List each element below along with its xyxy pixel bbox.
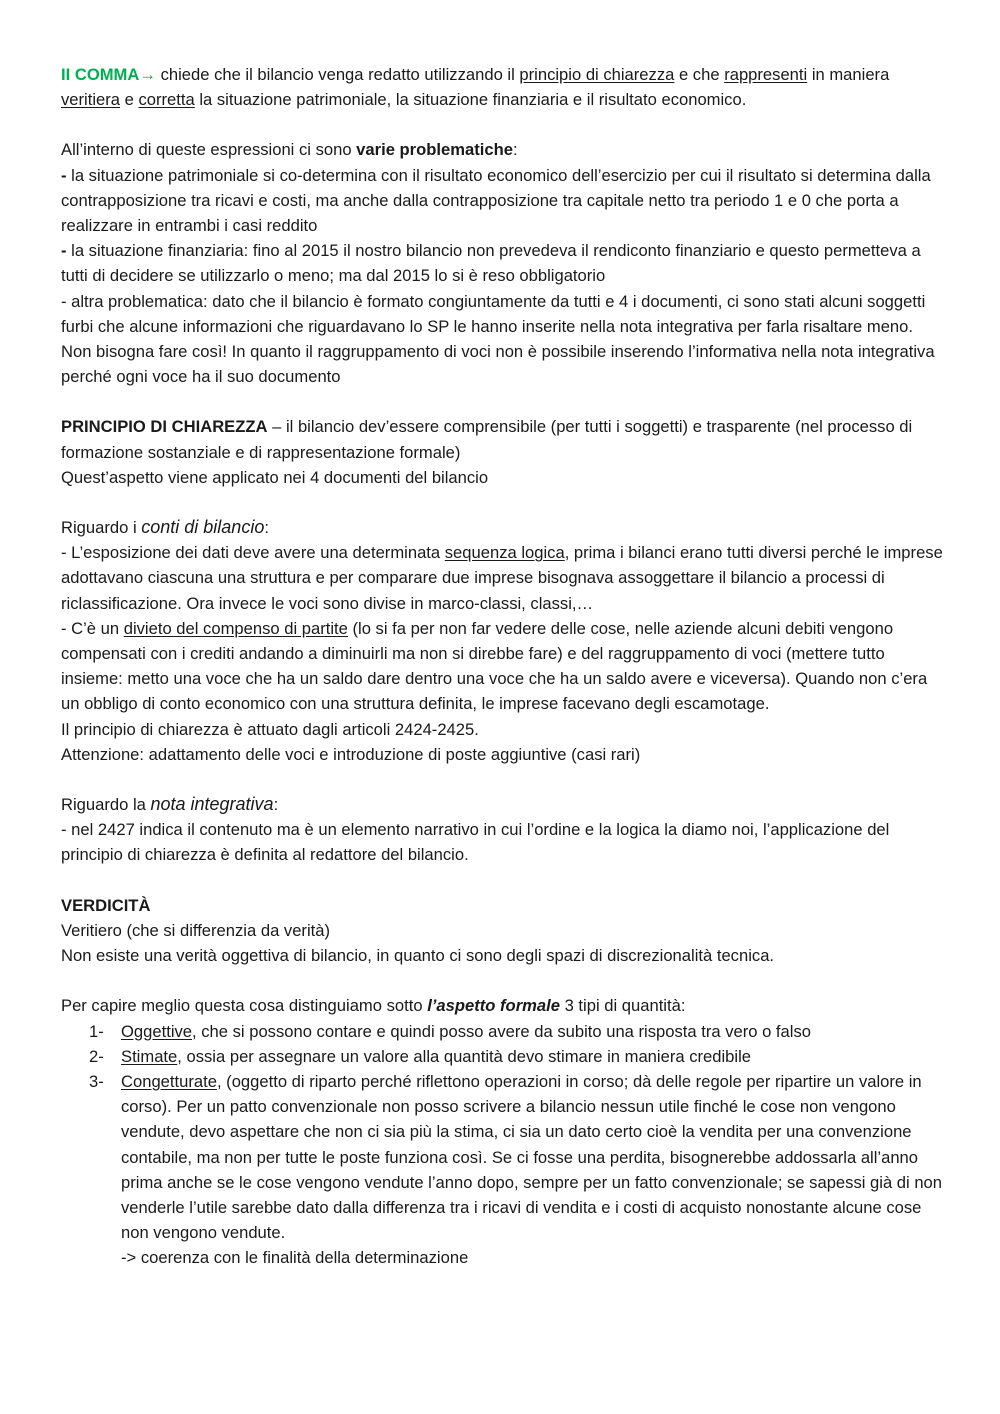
underlined-term: divieto del compenso di partite <box>123 618 348 638</box>
text: la situazione finanziaria: fino al 2015 il nostro bilancio non prevedeva il rendiconto finanziario e questo permetteva a tutti di decidere se utilizzarlo o meno; ma dal 2015 lo si è reso obbligatorio <box>61 241 921 286</box>
chiarezza-paragraph <box>61 414 944 464</box>
text: , (oggetto di riparto perché riflettono operazioni in corso; dà delle regole per ripartire un valore in corso). Per un patto convenzionale non posso scrivere a bilancio nessun utile finché le cose non vengono vendute, devo aspettare che non ci sia più la stima, ci sia un dato certo cioè la vendita per una convenzione contabile, ma non per tutte le poste funziona così. Se ci fosse una perdita, bisognerebbe addossarla all’anno prima anche se le cose vengono vendute l’anno dopo, sempre per un fatto convenzionale; se sapessi già di non venderle l’utile sarebbe dato dalla differenza tra i ricavi di vendita e i costi di acquisto nonostante alcune cose non vengono vendute. <box>121 1071 943 1243</box>
text: Riguardo i <box>61 518 142 538</box>
text: -> coerenza con le finalità della determinazione <box>121 1248 469 1268</box>
text: All’interno di queste espressioni ci sono <box>61 140 357 160</box>
underlined-term: Congetturate <box>121 1071 217 1091</box>
text: e <box>120 90 139 110</box>
quantita-intro <box>61 993 944 1018</box>
chiarezza-line: Quest’aspetto viene applicato nei 4 documenti del bilancio <box>61 467 489 487</box>
nota-heading <box>61 792 944 817</box>
problems-intro <box>61 137 944 162</box>
underlined-term: veritiera <box>61 90 121 110</box>
text: Per capire meglio questa cosa distinguiamo sotto <box>61 996 428 1016</box>
underlined-term: principio di chiarezza <box>519 65 675 84</box>
verdicita-line-2: Non esiste una verità oggettiva di bilancio, in quanto ci sono degli spazi di discrezionalità tecnica. <box>61 946 775 966</box>
list-number: 3- <box>89 1071 104 1091</box>
list-number: 1- <box>89 1021 104 1041</box>
text: , ossia per assegnare un valore alla quantità devo stimare in maniera credibile <box>177 1046 751 1066</box>
problem-item-1 <box>61 163 944 239</box>
underlined-term: Stimate <box>121 1046 178 1066</box>
text: Riguardo la <box>61 795 151 815</box>
problem-item-3: - altra problematica: dato che il bilancio è formato congiuntamente da tutti e 4 i documenti, ci sono stati alcuni soggetti furbi che alcune informazioni che riguardavano lo SP le hanno inserite nella nota integrativa per farla risaltare meno. Non bisogna fare così! In quanto il raggruppamento di voci non è possibile inserendo l’informativa nella nota integrativa perché ogni voce ha il suo documento <box>61 291 935 387</box>
text: - C’è un <box>61 618 124 638</box>
underlined-term: corretta <box>138 90 195 110</box>
text: (lo si fa per non far vedere delle cose, nelle aziende alcuni debiti vengono compensati con i crediti andando a diminuirli ma non si direbbe fare) e del raggruppamento di voci (mettere tutto insieme: metto una voce che ha un saldo dare dentro una voce che ha un saldo avere e viceversa). Quando non c’era un obbligo di conto economico con una struttura definita, le imprese facevano degli escamotage. <box>61 618 928 714</box>
conti-heading <box>61 515 944 540</box>
dash: - <box>61 165 67 185</box>
text: in maniera <box>807 65 890 84</box>
text: chiede che il bilancio venga redatto utilizzando il <box>155 65 520 84</box>
list-note <box>61 1245 944 1270</box>
list-item <box>61 1044 944 1069</box>
text: : <box>264 518 269 538</box>
text: la situazione patrimoniale, la situazione finanziaria e il risultato economico. <box>194 90 747 110</box>
problem-item-2 <box>61 238 944 288</box>
bold-term: varie problematiche <box>356 140 513 160</box>
conti-item-2 <box>61 616 944 717</box>
quantita-list <box>61 1019 944 1271</box>
list-item <box>61 1069 944 1245</box>
arrow-icon: → <box>139 65 156 84</box>
list-item <box>61 1019 944 1044</box>
text: la situazione patrimoniale si co-determina con il risultato economico dell’esercizio per cui il risultato si determina dalla contrapposizione tra ricavi e costi, ma anche dalla contrapposizione tra capitale netto tra periodo 1 e 0 che porta a realizzare in entrambi i casi reddito <box>61 165 931 236</box>
text: , che si possono contare e quindi posso avere da subito una risposta tra vero o falso <box>192 1021 811 1041</box>
verdicita-title: VERDICITÀ <box>61 895 151 915</box>
text: : <box>273 795 279 815</box>
dash: - <box>61 241 67 261</box>
paragraph-comma <box>61 62 944 112</box>
conti-line-articoli: Il principio di chiarezza è attuato dagli articoli 2424-2425. <box>61 719 479 739</box>
text: , prima i bilanci erano tutti diversi perché le imprese adottavano ciascuna una struttura e per comparare due imprese bisognava assoggettare il bilancio a processi di riclassificazione. Ora invece le voci sono divise in marco-classi, classi,… <box>61 543 943 613</box>
list-number: 2- <box>89 1046 104 1066</box>
underlined-term: rappresenti <box>724 65 808 84</box>
text: – il bilancio dev’essere comprensibile (per tutti i soggetti) e trasparente (nel processo di formazione sostanziale e di rappresentazione formale) <box>61 417 913 462</box>
text: 3 tipi di quantità: <box>559 996 686 1016</box>
nota-text: - nel 2427 indica il contenuto ma è un elemento narrativo in cui l’ordine e la logica la diamo noi, l’applicazione del principio di chiarezza è definita al redattore del bilancio. <box>61 820 890 865</box>
conti-line-attenzione: Attenzione: adattamento delle voci e introduzione di poste aggiuntive (casi rari) <box>61 744 641 764</box>
italic-term: nota integrativa <box>150 794 274 815</box>
conti-item-1 <box>61 540 944 616</box>
verdicita-line-1: Veritiero (che si differenzia da verità) <box>61 920 331 940</box>
text: : <box>512 140 518 160</box>
italic-term: conti di bilancio <box>141 517 265 538</box>
comma-label: II COMMA <box>61 65 140 84</box>
bold-italic-term: l’aspetto formale <box>427 996 560 1016</box>
underlined-term: Oggettive <box>121 1021 193 1041</box>
text: - L’esposizione dei dati deve avere una determinata <box>61 543 445 563</box>
text: e che <box>674 65 725 84</box>
section-title: PRINCIPIO DI CHIAREZZA <box>61 417 268 437</box>
underlined-term: sequenza logica <box>444 543 565 563</box>
